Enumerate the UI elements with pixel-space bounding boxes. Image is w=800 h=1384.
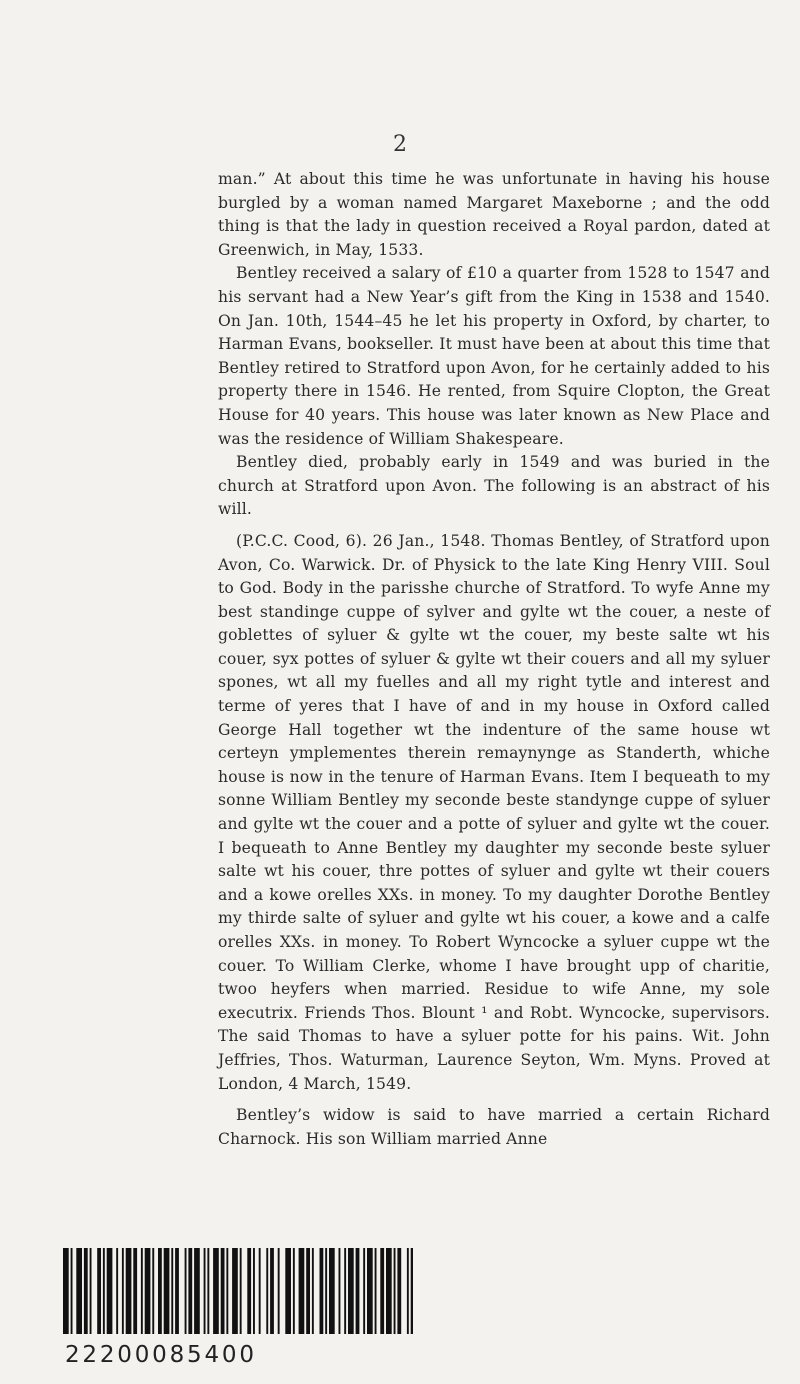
barcode-bar: [375, 1248, 377, 1334]
barcode-bar: [348, 1248, 354, 1334]
barcode-bar: [270, 1248, 274, 1334]
barcode-bar: [63, 1248, 69, 1334]
barcode-number: 22200085400: [65, 1342, 257, 1368]
barcode-bar: [397, 1248, 401, 1334]
barcode-bar: [171, 1248, 173, 1334]
barcode-bar: [133, 1248, 137, 1334]
paragraph-1: man.” At about this time he was unfortunate in having his house burgled by a woman named Margaret Maxeborne ; and the odd thing is that the lady in question received a Royal pardon, dated at Greenwich, in May, 1533.: [218, 170, 770, 259]
barcode-bar: [394, 1248, 396, 1334]
library-barcode: [63, 1248, 413, 1368]
barcode-bar: [213, 1248, 219, 1334]
barcode-bar: [141, 1248, 143, 1334]
barcode-bar: [253, 1248, 255, 1334]
paragraph-3: Bentley died, probably early in 1549 and was buried in the church at Stratford upon Avon. The following is an abstract of his will.: [218, 453, 770, 519]
barcode-bar: [207, 1248, 209, 1334]
barcode-bar: [175, 1248, 179, 1334]
barcode-graphic: [63, 1248, 413, 1334]
barcode-bar: [116, 1248, 118, 1334]
barcode-bar: [247, 1248, 251, 1334]
barcode-bar: [299, 1248, 305, 1334]
barcode-bar: [221, 1248, 225, 1334]
barcode-bar: [152, 1248, 154, 1334]
barcode-bar: [122, 1248, 124, 1334]
barcode-bar: [407, 1248, 409, 1334]
paragraph-5: Bentley’s widow is said to have married a certain Richard Charnock. His son William married Anne: [218, 1106, 770, 1148]
barcode-bar: [329, 1248, 335, 1334]
paragraph-4-will-abstract: (P.C.C. Cood, 6). 26 Jan., 1548. Thomas Bentley, of Stratford upon Avon, Co. Warwick. Dr. of Physick to the late King Henry VIII. Soul to God. Body in the parisshe churche of Stratford. To wyfe Anne my best standinge cuppe of sylver and gylte wt the couer, a neste of goblettes of syluer & gylte wt the couer, my beste salte wt his couer, syx pottes of syluer & gylte wt their couers and all my syluer spones, wt all my fuelles and all my right tytle and interest and terme of yeres that I have of and in my house in Oxford called George Hall together wt the indenture of the same house wt certeyn ymplementes therein remaynynge as Standerth, whiche house is now in the tenure of Harman Evans. Item I bequeath to my sonne William Bentley my seconde beste standynge cuppe of syluer and gylte wt the couer and a potte of syluer and gylte wt the couer. I bequeath to Anne Bentley my daughter my seconde beste syluer salte wt his couer, thre pottes of syluer and gylte wt their couers and a kowe orelles XXs. in money. To my daughter Dorothe Bentley my thirde salte of syluer and gylte wt his couer, a kowe and a calfe orelles XXs. in money. To Robert Wyncocke a syluer cuppe wt the couer. To William Clerke, whome I have brought upp of charitie, twoo heyfers when married. Residue to wife Anne, my sole executrix. Friends Thos. Blount ¹ and Robt. Wyncocke, supervisors. The said Thomas to have a syluer potte for his pains. Wit. John Jeffries, Thos. Waturman, Laurence Seyton, Wm. Myns. Proved at London, 4 March, 1549.: [218, 531, 770, 1093]
barcode-bar: [312, 1248, 314, 1334]
barcode-bar: [185, 1248, 187, 1334]
barcode-bar: [158, 1248, 162, 1334]
barcode-bar: [363, 1248, 365, 1334]
barcode-bar: [344, 1248, 346, 1334]
barcode-bar: [411, 1248, 413, 1334]
barcode-bar: [97, 1248, 101, 1334]
barcode-bar: [71, 1248, 73, 1334]
barcode-bar: [164, 1248, 170, 1334]
barcode-bar: [285, 1248, 291, 1334]
barcode-bar: [259, 1248, 261, 1334]
page-number: 2: [393, 132, 407, 157]
paragraph-2: Bentley received a salary of £10 a quarter from 1528 to 1547 and his servant had a New Year’s gift from the King in 1538 and 1540. On Jan. 10th, 1544–45 he let his property in Oxford, by charter, to Harman Evans, bookseller. It must have been at about this time that Bentley retired to Stratford upon Avon, for he certainly added to his property there in 1546. He rented, from Squire Clopton, the Great House for 40 years. This house was later known as New Place and was the residence of William Shakespeare.: [218, 264, 770, 448]
barcode-bar: [278, 1248, 280, 1334]
barcode-bar: [306, 1248, 310, 1334]
barcode-bar: [126, 1248, 132, 1334]
barcode-bar: [380, 1248, 384, 1334]
barcode-bar: [204, 1248, 206, 1334]
barcode-bar: [293, 1248, 295, 1334]
barcode-bar: [325, 1248, 327, 1334]
barcode-bar: [107, 1248, 113, 1334]
barcode-bar: [84, 1248, 88, 1334]
barcode-bar: [232, 1248, 238, 1334]
barcode-bar: [188, 1248, 192, 1334]
barcode-bar: [266, 1248, 268, 1334]
barcode-bar: [367, 1248, 373, 1334]
barcode-bar: [356, 1248, 360, 1334]
barcode-bar: [194, 1248, 200, 1334]
body-text: [218, 168, 770, 1151]
barcode-bar: [339, 1248, 341, 1334]
barcode-bar: [240, 1248, 242, 1334]
barcode-bar: [76, 1248, 82, 1334]
barcode-bar: [386, 1248, 392, 1334]
barcode-bar: [90, 1248, 92, 1334]
barcode-bar: [226, 1248, 228, 1334]
barcode-bar: [320, 1248, 324, 1334]
barcode-bar: [145, 1248, 151, 1334]
barcode-bar: [103, 1248, 105, 1334]
